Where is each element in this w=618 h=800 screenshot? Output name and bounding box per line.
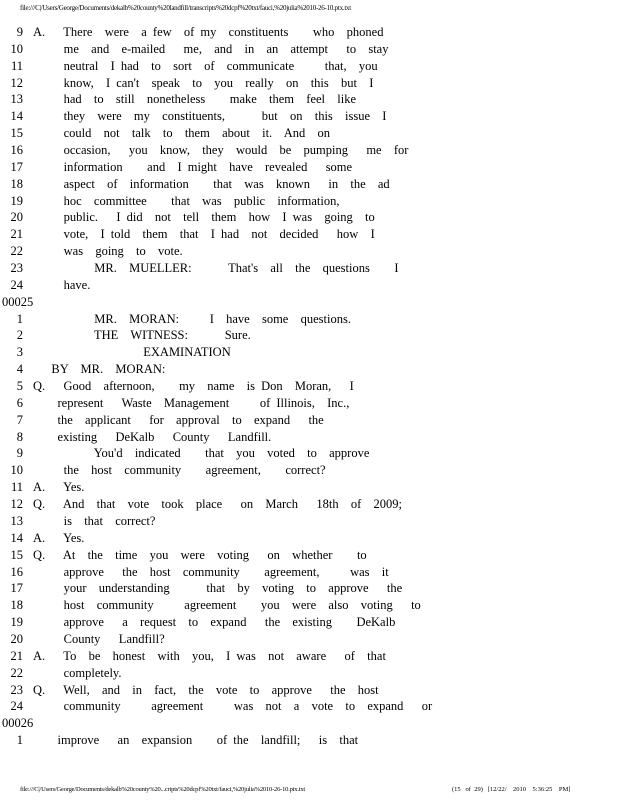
line-number: 21 [10, 648, 23, 663]
line-text: have. [33, 277, 91, 292]
line-number: 9 [16, 446, 23, 461]
line-text: represent Waste Management of Illinois, Inc., [33, 395, 350, 410]
line-text: community agreement was not a vote to expand or [33, 699, 433, 714]
transcript-line [0, 462, 618, 479]
line-number: 14 [10, 109, 23, 124]
line-number: 12 [10, 497, 23, 512]
transcript-line [0, 530, 618, 547]
line-number: 24 [10, 699, 23, 714]
line-text: A. There were a few of my constituents who phoned [33, 25, 384, 39]
line-text: Q. At the time you were voting on whether to [33, 547, 367, 562]
line-number: 13 [10, 513, 23, 528]
line-text: EXAMINATION [33, 345, 231, 360]
line-number: 9 [16, 25, 23, 39]
file-path-header: file:///C|/Users/George/Documents/dekalb%20county%20landfill/transcripts%20dcpf%20txt/fauci,%20julia%2010-26-10.ptx.txt [20, 4, 351, 12]
line-text: me and e-mailed me, and in an attempt to stay [33, 41, 389, 56]
line-number: 10 [10, 463, 23, 478]
line-text: could not talk to them about it. And on [33, 126, 331, 141]
transcript-line [0, 260, 618, 277]
transcript-line [0, 159, 618, 176]
line-number: 17 [10, 159, 23, 174]
line-number: 23 [10, 261, 23, 276]
line-text: was going to vote. [33, 244, 183, 259]
transcript-line [0, 479, 618, 496]
line-text: Q. Good afternoon, my name is Don Moran, I [33, 379, 354, 394]
transcript-line [0, 41, 618, 58]
transcript-line [0, 277, 618, 294]
line-text: A. Yes. [33, 480, 85, 495]
line-text: host community agreement you were also voting to [33, 598, 421, 613]
line-text: know, I can't speak to you really on this but I [33, 75, 374, 90]
line-text: occasion, you know, they would be pumping me for [33, 143, 409, 158]
transcript-line [0, 243, 618, 260]
line-text: MR. MORAN: I have some questions. [33, 311, 351, 326]
page-number-marker: 00025 [2, 294, 34, 309]
line-number: 8 [16, 429, 23, 444]
footer-file-path: file:///C|/Users/George/Documents/dekalb%20county%20...cripts%20dcpf%20txt/fauci,%20julia%2010-26-10.ptx.txt [20, 786, 306, 793]
line-number: 5 [16, 379, 23, 394]
line-number: 22 [10, 244, 23, 259]
transcript-line [0, 91, 618, 108]
line-text: the host community agreement, correct? [33, 463, 326, 478]
transcript-line [0, 142, 618, 159]
transcript-line [0, 75, 618, 92]
line-number: 16 [10, 564, 23, 579]
line-number: 1 [16, 311, 23, 326]
line-text: public. I did not tell them how I was going to [33, 210, 375, 225]
line-text: You'd indicated that you voted to approve [33, 446, 370, 461]
line-text: approve the host community agreement, was it [33, 564, 389, 579]
transcript-line [0, 176, 618, 193]
transcript-line [0, 125, 618, 142]
line-text: your understanding that by voting to approve the [33, 581, 403, 596]
line-text: is that correct? [33, 513, 156, 528]
transcript-line [0, 412, 618, 429]
transcript-line [0, 327, 618, 344]
line-number: 17 [10, 581, 23, 596]
line-text: MR. MUELLER: That's all the questions I [33, 261, 399, 276]
line-number: 13 [10, 92, 23, 107]
transcript-line [0, 547, 618, 564]
transcript-line [0, 378, 618, 395]
transcript-line [0, 193, 618, 210]
line-text: A. To be honest with you, I was not aware of that [33, 648, 386, 663]
transcript-line [0, 445, 618, 462]
line-text: improve an expansion of the landfill; is that [33, 733, 359, 748]
transcript-line [0, 108, 618, 125]
transcript-line [0, 665, 618, 682]
line-number: 18 [10, 598, 23, 613]
line-text: completely. [33, 665, 122, 680]
line-text: the applicant for approval to expand the [33, 412, 324, 427]
line-number: 19 [10, 193, 23, 208]
line-text: Q. Well, and in fact, the vote to approve the host [33, 682, 379, 697]
line-number: 21 [10, 227, 23, 242]
line-text: had to still nonetheless make them feel like [33, 92, 357, 107]
line-number: 11 [10, 480, 23, 495]
transcript-line [0, 648, 618, 665]
line-number: 18 [10, 176, 23, 191]
line-number: 24 [10, 277, 23, 292]
line-number: 20 [10, 210, 23, 225]
line-number: 14 [10, 530, 23, 545]
transcript-line [0, 597, 618, 614]
line-text: vote, I told them that I had not decided how I [33, 227, 375, 242]
line-number: 23 [10, 682, 23, 697]
line-number: 20 [10, 631, 23, 646]
line-text: existing DeKalb County Landfill. [33, 429, 272, 444]
transcript-line [0, 361, 618, 378]
transcript-line [0, 24, 618, 41]
line-text: BY MR. MORAN: [33, 362, 166, 377]
transcript-line [0, 631, 618, 648]
line-text: hoc committee that was public information, [33, 193, 340, 208]
line-number: 3 [16, 345, 23, 360]
page-number-marker: 00026 [2, 716, 34, 731]
line-text: they were my constituents, but on this issue I [33, 109, 387, 124]
transcript-line [0, 344, 618, 361]
line-text: aspect of information that was known in the ad [33, 176, 390, 191]
transcript-line [0, 513, 618, 530]
transcript-line [0, 732, 618, 749]
transcript-line [0, 682, 618, 699]
line-number: 10 [10, 41, 23, 56]
line-text: A. Yes. [33, 530, 85, 545]
transcript-line [0, 311, 618, 328]
transcript-body [0, 24, 618, 749]
line-text: THE WITNESS: Sure. [33, 328, 251, 343]
transcript-line [0, 496, 618, 513]
transcript-line [0, 698, 618, 715]
transcript-line [0, 58, 618, 75]
line-number: 15 [10, 547, 23, 562]
line-text: approve a request to expand the existing DeKalb [33, 615, 396, 630]
line-number: 4 [16, 362, 23, 377]
page-break-row [0, 715, 618, 732]
line-number: 2 [16, 328, 23, 343]
page-break-row [0, 294, 618, 311]
transcript-line [0, 226, 618, 243]
line-number: 19 [10, 615, 23, 630]
line-text: information and I might have revealed some [33, 159, 353, 174]
line-number: 15 [10, 126, 23, 141]
transcript-line [0, 564, 618, 581]
line-number: 7 [16, 412, 23, 427]
transcript-line [0, 614, 618, 631]
line-number: 22 [10, 665, 23, 680]
line-text: Q. And that vote took place on March 18th of 2009; [33, 497, 402, 512]
transcript-line [0, 580, 618, 597]
transcript-line [0, 395, 618, 412]
line-number: 16 [10, 143, 23, 158]
line-number: 1 [16, 733, 23, 748]
line-text: County Landfill? [33, 631, 165, 646]
footer-page-info: (15 of 29) [12/22/ 2010 5:36:25 PM] [452, 786, 571, 793]
transcript-line [0, 209, 618, 226]
line-number: 6 [16, 395, 23, 410]
line-number: 12 [10, 75, 23, 90]
line-text: neutral I had to sort of communicate that, you [33, 58, 378, 73]
line-number: 11 [10, 58, 23, 73]
transcript-line [0, 429, 618, 446]
